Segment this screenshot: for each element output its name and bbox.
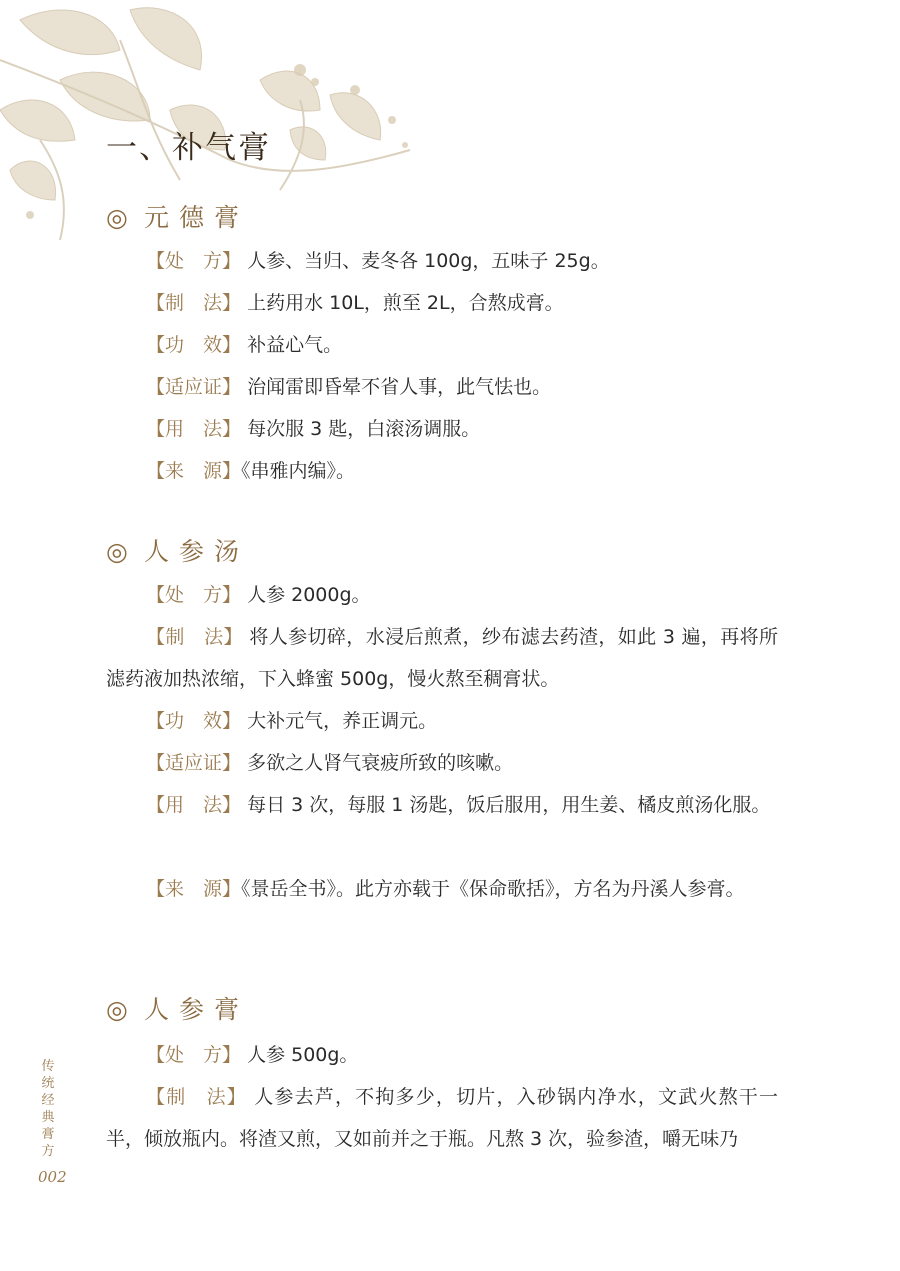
section-title: [106, 990, 249, 1026]
entry-text: 人参、当归、麦冬各 100g，五味子 25g。: [247, 250, 610, 272]
entry-text: 人参去芦，不拘多少，切片，入砂锅内净水，文武火熬干一半，倾放瓶内。将渣又煎，又如前并之于瓶。凡熬 3 次，验参渣，嚼无味乃: [106, 1086, 778, 1150]
entry-prescription: [106, 240, 778, 282]
entry-text: 《串雅内编》。: [241, 460, 356, 482]
page-number: 002: [38, 1168, 67, 1186]
entry-effect: [106, 324, 778, 366]
entry-preparation: [106, 1076, 778, 1160]
entry-indication: [106, 742, 778, 784]
entry-text: 人参 2000g。: [247, 584, 371, 606]
section-title: [106, 198, 249, 234]
entry-indication: [106, 366, 778, 408]
entry-text: 多欲之人肾气衰疲所致的咳嗽。: [247, 752, 514, 774]
section-title: [106, 532, 249, 568]
entry-text: 大补元气，养正调元。: [247, 710, 438, 732]
section-mark: ◎: [106, 537, 128, 566]
section-name: 人参膏: [144, 995, 250, 1024]
entry-tag: 【制 法】: [146, 292, 242, 314]
entry-source: [106, 450, 778, 492]
entry-text: 《景岳全书》。此方亦载于《保命歌括》，方名为丹溪人参膏。: [241, 878, 745, 900]
entry-tag: 【处 方】: [146, 1044, 242, 1066]
entry-preparation: [106, 616, 778, 700]
chapter-title: 一、补气膏: [106, 130, 271, 166]
entry-text: 将人参切碎，水浸后煎煮，纱布滤去药渣，如此 3 遍，再将所滤药液加热浓缩，下入蜂蜜 500g，慢火熬至稠膏状。: [106, 626, 778, 690]
entry-tag: 【适应证】: [146, 376, 242, 398]
entry-tag: 【功 效】: [146, 334, 242, 356]
entry-usage: [106, 784, 778, 826]
entry-text: 治闻雷即昏晕不省人事，此气怯也。: [247, 376, 552, 398]
section-mark: ◎: [106, 995, 128, 1024]
entry-tag: 【用 法】: [146, 794, 242, 816]
entry-tag: 【制 法】: [146, 1086, 247, 1108]
entry-tag: 【制 法】: [146, 626, 243, 648]
entry-text: 每日 3 次，每服 1 汤匙，饭后服用，用生姜、橘皮煎汤化服。: [247, 794, 771, 816]
entry-prescription: [106, 1034, 778, 1076]
entry-preparation: [106, 282, 778, 324]
section-name: 人参汤: [144, 537, 250, 566]
book-title: 传统经典膏方: [41, 1059, 55, 1159]
entry-tag: 【适应证】: [146, 752, 242, 774]
entry-text: 人参 500g。: [247, 1044, 359, 1066]
entry-source: [106, 868, 778, 910]
entry-tag: 【用 法】: [146, 418, 242, 440]
entry-text: 每次服 3 匙，白滚汤调服。: [247, 418, 481, 440]
entry-tag: 【来 源】: [146, 878, 242, 900]
entry-tag: 【处 方】: [146, 584, 242, 606]
entry-prescription: [106, 574, 778, 616]
entry-text: 补益心气。: [247, 334, 343, 356]
entry-tag: 【来 源】: [146, 460, 242, 482]
entry-effect: [106, 700, 778, 742]
section-name: 元德膏: [144, 203, 250, 232]
entry-usage: [106, 408, 778, 450]
entry-text: 上药用水 10L，煎至 2L，合熬成膏。: [247, 292, 564, 314]
section-mark: ◎: [106, 203, 128, 232]
entry-tag: 【功 效】: [146, 710, 242, 732]
entry-tag: 【处 方】: [146, 250, 242, 272]
